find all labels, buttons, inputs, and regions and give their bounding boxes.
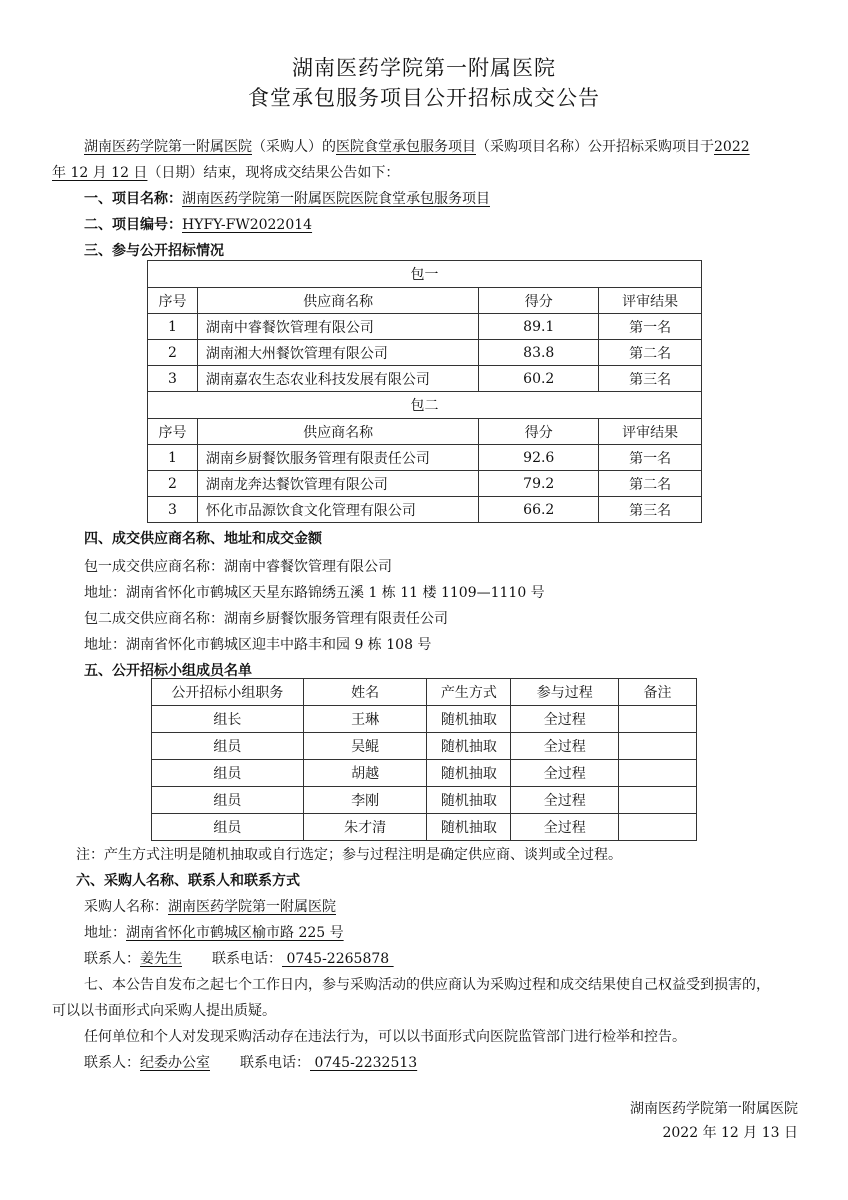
purchaser-name-label: 采购人名称： bbox=[84, 899, 168, 915]
col-header-supplier: 供应商名称 bbox=[197, 288, 478, 314]
row-supplier: 湖南中睿餐饮管理有限公司 bbox=[197, 314, 478, 340]
table-row bbox=[152, 787, 697, 814]
row-result: 第三名 bbox=[599, 497, 702, 523]
row-process: 全过程 bbox=[511, 706, 619, 733]
purchaser-address-label: 地址： bbox=[84, 925, 126, 941]
section-6-heading: 六、采购人名称、联系人和联系方式 bbox=[76, 873, 300, 889]
table-row bbox=[148, 471, 702, 497]
row-score: 83.8 bbox=[479, 340, 599, 366]
winner-2-name: 包二成交供应商名称：湖南乡厨餐饮服务管理有限责任公司 bbox=[84, 611, 448, 627]
purchaser-contact-value: 姜先生 bbox=[140, 951, 182, 967]
col-header-index: 序号 bbox=[148, 419, 198, 445]
row-process: 全过程 bbox=[511, 814, 619, 841]
row-role: 组员 bbox=[152, 814, 304, 841]
row-supplier: 湖南龙奔达餐饮管理有限公司 bbox=[197, 471, 478, 497]
supervision-phone-value: 0745-2232513 bbox=[310, 1055, 418, 1071]
package-2-title: 包二 bbox=[148, 392, 702, 419]
section-5-heading: 五、公开招标小组成员名单 bbox=[84, 663, 252, 679]
committee-table bbox=[151, 678, 697, 841]
row-result: 第二名 bbox=[599, 471, 702, 497]
table-row bbox=[148, 340, 702, 366]
row-remark bbox=[619, 706, 697, 733]
row-process: 全过程 bbox=[511, 787, 619, 814]
col-header-score: 得分 bbox=[479, 288, 599, 314]
section-2-value: HYFY-FW2022014 bbox=[182, 217, 313, 233]
row-result: 第三名 bbox=[599, 366, 702, 392]
row-score: 79.2 bbox=[479, 471, 599, 497]
table-row bbox=[152, 760, 697, 787]
complaint-text-1: 七、本公告自发布之起七个工作日内，参与采购活动的供应商认为采购过程和成交结果使自己权益受到损害的， bbox=[84, 977, 770, 993]
committee-note: 注：产生方式注明是随机抽取或自行选定；参与过程注明是确定供应商、谈判或全过程。 bbox=[76, 847, 622, 863]
row-method: 随机抽取 bbox=[427, 733, 511, 760]
supervision-contact-value: 纪委办公室 bbox=[140, 1055, 210, 1071]
row-remark bbox=[619, 814, 697, 841]
intro-line-2 bbox=[52, 162, 399, 182]
signature-date: 2022 年 12 月 13 日 bbox=[662, 1125, 798, 1141]
col-header-name: 姓名 bbox=[303, 679, 427, 706]
row-remark bbox=[619, 733, 697, 760]
row-role: 组员 bbox=[152, 733, 304, 760]
purchaser-phone-label: 联系电话： bbox=[212, 951, 282, 967]
supervision-contact-label: 联系人： bbox=[84, 1055, 140, 1071]
row-supplier: 湖南湘大州餐饮管理有限公司 bbox=[197, 340, 478, 366]
row-name: 吴鲲 bbox=[303, 733, 427, 760]
row-name: 王琳 bbox=[303, 706, 427, 733]
section-3-heading: 三、参与公开招标情况 bbox=[84, 243, 224, 259]
row-index: 3 bbox=[148, 497, 198, 523]
winner-1-name: 包一成交供应商名称：湖南中睿餐饮管理有限公司 bbox=[84, 559, 392, 575]
row-process: 全过程 bbox=[511, 733, 619, 760]
title-line-2: 食堂承包服务项目公开招标成交公告 bbox=[248, 86, 600, 110]
intro-purchaser-note: （采购人）的 bbox=[252, 139, 336, 155]
row-name: 胡越 bbox=[303, 760, 427, 787]
col-header-method: 产生方式 bbox=[427, 679, 511, 706]
intro-date-note: （日期）结束，现将成交结果公告如下： bbox=[147, 165, 400, 181]
col-header-score: 得分 bbox=[479, 419, 599, 445]
col-header-result: 评审结果 bbox=[599, 288, 702, 314]
supervision-phone-label: 联系电话： bbox=[240, 1055, 310, 1071]
row-supplier: 湖南嘉农生态农业科技发展有限公司 bbox=[197, 366, 478, 392]
purchaser-contact-label: 联系人： bbox=[84, 951, 140, 967]
section-1-value: 湖南医药学院第一附属医院医院食堂承包服务项目 bbox=[182, 191, 490, 207]
row-index: 2 bbox=[148, 340, 198, 366]
intro-project-note: （采购项目名称）公开招标采购项目于 bbox=[476, 139, 714, 155]
table-row bbox=[148, 497, 702, 523]
section-2 bbox=[84, 214, 312, 234]
intro-project: 医院食堂承包服务项目 bbox=[336, 139, 476, 155]
row-score: 89.1 bbox=[479, 314, 599, 340]
purchaser-address-value: 湖南省怀化市鹤城区榆市路 225 号 bbox=[126, 925, 344, 941]
complaint-text-2: 可以以书面形式向采购人提出质疑。 bbox=[52, 1003, 276, 1019]
bid-results-table bbox=[147, 260, 702, 523]
row-role: 组长 bbox=[152, 706, 304, 733]
intro-date-year: 2022 bbox=[714, 139, 750, 155]
col-header-remark: 备注 bbox=[619, 679, 697, 706]
row-role: 组员 bbox=[152, 760, 304, 787]
winner-1-address: 地址：湖南省怀化市鹤城区天星东路锦绣五溪 1 栋 11 楼 1109—1110 号 bbox=[84, 585, 545, 601]
row-remark bbox=[619, 760, 697, 787]
row-name: 朱才清 bbox=[303, 814, 427, 841]
section-2-heading: 二、项目编号： bbox=[84, 217, 182, 233]
col-header-process: 参与过程 bbox=[511, 679, 619, 706]
row-score: 66.2 bbox=[479, 497, 599, 523]
row-result: 第二名 bbox=[599, 340, 702, 366]
supervision-contact bbox=[84, 1052, 417, 1072]
purchaser-phone-value: 0745-2265878 bbox=[282, 951, 394, 967]
row-result: 第一名 bbox=[599, 445, 702, 471]
row-result: 第一名 bbox=[599, 314, 702, 340]
report-text: 任何单位和个人对发现采购活动存在违法行为，可以以书面形式向医院监管部门进行检举和控告。 bbox=[84, 1029, 686, 1045]
intro-purchaser: 湖南医药学院第一附属医院 bbox=[84, 139, 252, 155]
purchaser-name-value: 湖南医药学院第一附属医院 bbox=[168, 899, 336, 915]
row-score: 60.2 bbox=[479, 366, 599, 392]
intro-date-md: 年 12 月 12 日 bbox=[52, 165, 148, 181]
table-row bbox=[152, 706, 697, 733]
row-index: 1 bbox=[148, 445, 198, 471]
purchaser-name bbox=[84, 896, 336, 916]
section-1 bbox=[84, 188, 490, 208]
row-method: 随机抽取 bbox=[427, 706, 511, 733]
package-1-title: 包一 bbox=[148, 261, 702, 288]
col-header-index: 序号 bbox=[148, 288, 198, 314]
purchaser-address bbox=[84, 922, 344, 942]
row-remark bbox=[619, 787, 697, 814]
row-method: 随机抽取 bbox=[427, 787, 511, 814]
table-row bbox=[148, 314, 702, 340]
row-index: 3 bbox=[148, 366, 198, 392]
row-supplier: 怀化市品源饮食文化管理有限公司 bbox=[197, 497, 478, 523]
row-method: 随机抽取 bbox=[427, 814, 511, 841]
intro-line-1 bbox=[84, 136, 750, 156]
col-header-role: 公开招标小组职务 bbox=[152, 679, 304, 706]
table-row bbox=[148, 445, 702, 471]
row-method: 随机抽取 bbox=[427, 760, 511, 787]
signature-org: 湖南医药学院第一附属医院 bbox=[630, 1101, 798, 1117]
section-4-heading: 四、成交供应商名称、地址和成交金额 bbox=[84, 531, 322, 547]
winner-2-address: 地址：湖南省怀化市鹤城区迎丰中路丰和园 9 栋 108 号 bbox=[84, 637, 432, 653]
section-1-heading: 一、项目名称： bbox=[84, 191, 182, 207]
table-row bbox=[152, 814, 697, 841]
row-supplier: 湖南乡厨餐饮服务管理有限责任公司 bbox=[197, 445, 478, 471]
row-role: 组员 bbox=[152, 787, 304, 814]
col-header-supplier: 供应商名称 bbox=[197, 419, 478, 445]
row-name: 李刚 bbox=[303, 787, 427, 814]
table-row bbox=[152, 733, 697, 760]
row-index: 2 bbox=[148, 471, 198, 497]
row-score: 92.6 bbox=[479, 445, 599, 471]
row-process: 全过程 bbox=[511, 760, 619, 787]
title-line-1: 湖南医药学院第一附属医院 bbox=[292, 56, 556, 80]
purchaser-contact bbox=[84, 948, 394, 968]
row-index: 1 bbox=[148, 314, 198, 340]
table-row bbox=[148, 366, 702, 392]
col-header-result: 评审结果 bbox=[599, 419, 702, 445]
